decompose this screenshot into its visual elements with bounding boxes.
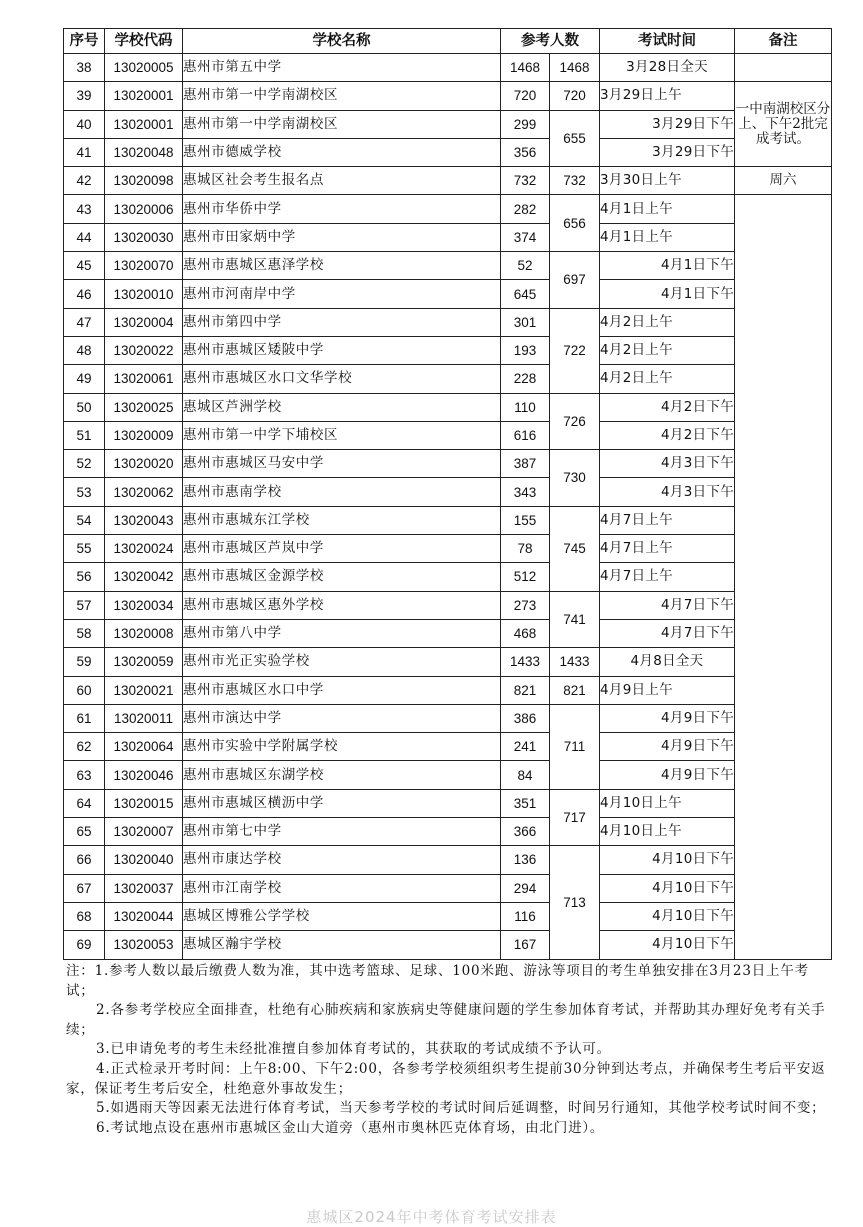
participant-count: 386 bbox=[501, 704, 550, 732]
exam-time: 3月29日下午 bbox=[600, 138, 735, 166]
exam-time: 4月2日下午 bbox=[600, 421, 735, 449]
exam-time: 4月10日下午 bbox=[600, 846, 735, 874]
participant-count: 282 bbox=[501, 195, 550, 223]
school-name: 惠城区芦洲学校 bbox=[183, 393, 501, 421]
group-total: 713 bbox=[550, 846, 600, 959]
school-code: 13020015 bbox=[105, 789, 183, 817]
school-code: 13020048 bbox=[105, 138, 183, 166]
school-code: 13020030 bbox=[105, 223, 183, 251]
school-name: 惠州市第四中学 bbox=[183, 308, 501, 336]
school-code: 13020020 bbox=[105, 450, 183, 478]
table-row bbox=[64, 336, 832, 364]
table-row bbox=[64, 421, 832, 449]
school-name: 惠州市惠城区惠外学校 bbox=[183, 591, 501, 619]
table-row bbox=[64, 478, 832, 506]
note-6: 6.考试地点设在惠州市惠城区金山大道旁（惠州市奥林匹克体育场，由北门进）。 bbox=[96, 1119, 605, 1136]
school-name: 惠州市德威学校 bbox=[183, 138, 501, 166]
row-number: 58 bbox=[64, 619, 105, 647]
table-row bbox=[64, 223, 832, 251]
school-code: 13020010 bbox=[105, 280, 183, 308]
row-number: 44 bbox=[64, 223, 105, 251]
header-count: 参考人数 bbox=[501, 29, 600, 54]
school-name: 惠州市第七中学 bbox=[183, 818, 501, 846]
school-name: 惠州市第一中学南湖校区 bbox=[183, 82, 501, 110]
remark-cell: 周六 bbox=[735, 167, 832, 195]
exam-time: 4月10日上午 bbox=[600, 789, 735, 817]
table-row bbox=[64, 54, 832, 82]
exam-time: 4月9日上午 bbox=[600, 676, 735, 704]
exam-time: 3月29日上午 bbox=[600, 82, 735, 110]
school-name: 惠州市演达中学 bbox=[183, 704, 501, 732]
exam-time: 4月7日下午 bbox=[600, 619, 735, 647]
exam-time: 4月7日下午 bbox=[600, 591, 735, 619]
school-name: 惠州市惠城区矮陂中学 bbox=[183, 336, 501, 364]
school-code: 13020024 bbox=[105, 535, 183, 563]
notes-section bbox=[66, 962, 828, 1138]
participant-count: 136 bbox=[501, 846, 550, 874]
participant-count: 351 bbox=[501, 789, 550, 817]
school-code: 13020022 bbox=[105, 336, 183, 364]
group-total: 697 bbox=[550, 252, 600, 309]
row-number: 54 bbox=[64, 506, 105, 534]
school-name: 惠州市江南学校 bbox=[183, 874, 501, 902]
school-name: 惠州市田家炳中学 bbox=[183, 223, 501, 251]
participant-count: 155 bbox=[501, 506, 550, 534]
row-number: 43 bbox=[64, 195, 105, 223]
row-number: 49 bbox=[64, 365, 105, 393]
participant-count: 110 bbox=[501, 393, 550, 421]
participant-count: 374 bbox=[501, 223, 550, 251]
participant-count: 116 bbox=[501, 902, 550, 930]
school-code: 13020062 bbox=[105, 478, 183, 506]
participant-count: 645 bbox=[501, 280, 550, 308]
table-row bbox=[64, 733, 832, 761]
school-name: 惠州市惠城区惠泽学校 bbox=[183, 252, 501, 280]
row-number: 38 bbox=[64, 54, 105, 82]
group-total: 720 bbox=[550, 82, 600, 110]
participant-count: 301 bbox=[501, 308, 550, 336]
school-code: 13020040 bbox=[105, 846, 183, 874]
exam-time: 3月29日下午 bbox=[600, 110, 735, 138]
table-row bbox=[64, 704, 832, 732]
table-row bbox=[64, 619, 832, 647]
table-row bbox=[64, 252, 832, 280]
table-row bbox=[64, 931, 832, 959]
school-code: 13020009 bbox=[105, 421, 183, 449]
row-number: 48 bbox=[64, 336, 105, 364]
group-total: 1468 bbox=[550, 54, 600, 82]
row-number: 57 bbox=[64, 591, 105, 619]
row-number: 46 bbox=[64, 280, 105, 308]
note-5: 5.如遇雨天等因素无法进行体育考试，当天参考学校的考试时间后延调整，时间另行通知，其他学校考试时间不变； bbox=[96, 1100, 826, 1117]
remark-cell bbox=[735, 195, 832, 959]
exam-time: 4月9日下午 bbox=[600, 704, 735, 732]
header-note: 备注 bbox=[735, 29, 832, 54]
header-no: 序号 bbox=[64, 29, 105, 54]
row-number: 40 bbox=[64, 110, 105, 138]
group-total: 726 bbox=[550, 393, 600, 450]
school-name: 惠州市惠城区水口中学 bbox=[183, 676, 501, 704]
participant-count: 616 bbox=[501, 421, 550, 449]
table-row bbox=[64, 535, 832, 563]
school-code: 13020053 bbox=[105, 931, 183, 959]
participant-count: 343 bbox=[501, 478, 550, 506]
school-name: 惠州市惠南学校 bbox=[183, 478, 501, 506]
school-code: 13020025 bbox=[105, 393, 183, 421]
participant-count: 273 bbox=[501, 591, 550, 619]
school-code: 13020005 bbox=[105, 54, 183, 82]
group-total: 711 bbox=[550, 704, 600, 789]
table-row bbox=[64, 450, 832, 478]
table-body bbox=[64, 54, 832, 960]
school-code: 13020070 bbox=[105, 252, 183, 280]
row-number: 42 bbox=[64, 167, 105, 195]
school-code: 13020037 bbox=[105, 874, 183, 902]
school-code: 13020059 bbox=[105, 648, 183, 676]
school-name: 惠州市第一中学下埔校区 bbox=[183, 421, 501, 449]
row-number: 65 bbox=[64, 818, 105, 846]
row-number: 59 bbox=[64, 648, 105, 676]
note-2: 2.各参考学校应全面排查，杜绝有心肺疾病和家族病史等健康问题的学生参加体育考试，并帮助其办理好免考有关手续； bbox=[66, 1002, 826, 1038]
exam-time: 4月8日全天 bbox=[600, 648, 735, 676]
table-row bbox=[64, 846, 832, 874]
row-number: 41 bbox=[64, 138, 105, 166]
row-number: 60 bbox=[64, 676, 105, 704]
participant-count: 84 bbox=[501, 761, 550, 789]
school-name: 惠州市惠城区金源学校 bbox=[183, 563, 501, 591]
table-row bbox=[64, 902, 832, 930]
exam-time: 4月2日上午 bbox=[600, 308, 735, 336]
participant-count: 468 bbox=[501, 619, 550, 647]
table-row bbox=[64, 308, 832, 336]
exam-time: 4月9日下午 bbox=[600, 761, 735, 789]
exam-time: 4月7日上午 bbox=[600, 506, 735, 534]
school-code: 13020001 bbox=[105, 110, 183, 138]
school-name: 惠州市惠城区横沥中学 bbox=[183, 789, 501, 817]
table-row bbox=[64, 506, 832, 534]
table-header-row bbox=[64, 29, 832, 54]
table-row bbox=[64, 110, 832, 138]
row-number: 69 bbox=[64, 931, 105, 959]
row-number: 67 bbox=[64, 874, 105, 902]
group-total: 821 bbox=[550, 676, 600, 704]
table-row bbox=[64, 874, 832, 902]
exam-time: 4月10日下午 bbox=[600, 902, 735, 930]
school-name: 惠州市惠城区芦岚中学 bbox=[183, 535, 501, 563]
participant-count: 732 bbox=[501, 167, 550, 195]
school-code: 13020064 bbox=[105, 733, 183, 761]
participant-count: 387 bbox=[501, 450, 550, 478]
participant-count: 1468 bbox=[501, 54, 550, 82]
school-code: 13020043 bbox=[105, 506, 183, 534]
exam-time: 4月2日下午 bbox=[600, 393, 735, 421]
participant-count: 720 bbox=[501, 82, 550, 110]
table-row bbox=[64, 818, 832, 846]
row-number: 55 bbox=[64, 535, 105, 563]
school-name: 惠城区社会考生报名点 bbox=[183, 167, 501, 195]
remark-cell bbox=[735, 54, 832, 82]
exam-time: 4月2日上午 bbox=[600, 365, 735, 393]
note-4: 4.正式检录开考时间：上午8:00、下午2:00，各参考学校须组织考生提前30分钟到达考点，并确保考生考后平安返家，保证考生考后安全，杜绝意外事故发生； bbox=[66, 1060, 826, 1097]
participant-count: 241 bbox=[501, 733, 550, 761]
participant-count: 512 bbox=[501, 563, 550, 591]
participant-count: 78 bbox=[501, 535, 550, 563]
table-row bbox=[64, 280, 832, 308]
school-name: 惠州市光正实验学校 bbox=[183, 648, 501, 676]
participant-count: 821 bbox=[501, 676, 550, 704]
row-number: 66 bbox=[64, 846, 105, 874]
row-number: 47 bbox=[64, 308, 105, 336]
row-number: 61 bbox=[64, 704, 105, 732]
exam-time: 4月1日上午 bbox=[600, 195, 735, 223]
group-total: 655 bbox=[550, 110, 600, 167]
participant-count: 167 bbox=[501, 931, 550, 959]
row-number: 56 bbox=[64, 563, 105, 591]
table-row bbox=[64, 789, 832, 817]
school-name: 惠州市惠城区东湖学校 bbox=[183, 761, 501, 789]
row-number: 53 bbox=[64, 478, 105, 506]
group-total: 732 bbox=[550, 167, 600, 195]
footer-caption: 惠城区2024年中考体育考试安排表 bbox=[306, 1208, 557, 1226]
table-row bbox=[64, 591, 832, 619]
school-code: 13020034 bbox=[105, 591, 183, 619]
school-name: 惠州市惠城区水口文华学校 bbox=[183, 365, 501, 393]
group-total: 741 bbox=[550, 591, 600, 648]
exam-time: 3月28日全天 bbox=[600, 54, 735, 82]
row-number: 45 bbox=[64, 252, 105, 280]
row-number: 52 bbox=[64, 450, 105, 478]
row-number: 63 bbox=[64, 761, 105, 789]
table-row bbox=[64, 676, 832, 704]
table-row bbox=[64, 138, 832, 166]
exam-time: 4月3日下午 bbox=[600, 450, 735, 478]
exam-time: 4月1日上午 bbox=[600, 223, 735, 251]
exam-time: 4月10日上午 bbox=[600, 818, 735, 846]
school-name: 惠州市河南岸中学 bbox=[183, 280, 501, 308]
group-total: 722 bbox=[550, 308, 600, 393]
row-number: 50 bbox=[64, 393, 105, 421]
school-name: 惠州市第八中学 bbox=[183, 619, 501, 647]
row-number: 64 bbox=[64, 789, 105, 817]
participant-count: 1433 bbox=[501, 648, 550, 676]
participant-count: 193 bbox=[501, 336, 550, 364]
school-name: 惠州市惠城区马安中学 bbox=[183, 450, 501, 478]
school-code: 13020006 bbox=[105, 195, 183, 223]
table-row bbox=[64, 648, 832, 676]
school-code: 13020001 bbox=[105, 82, 183, 110]
table-row bbox=[64, 563, 832, 591]
exam-time: 4月10日下午 bbox=[600, 874, 735, 902]
school-name: 惠州市康达学校 bbox=[183, 846, 501, 874]
row-number: 68 bbox=[64, 902, 105, 930]
school-code: 13020008 bbox=[105, 619, 183, 647]
table-row bbox=[64, 393, 832, 421]
table-row bbox=[64, 82, 832, 110]
table-row bbox=[64, 195, 832, 223]
exam-time: 4月9日下午 bbox=[600, 733, 735, 761]
row-number: 39 bbox=[64, 82, 105, 110]
school-name: 惠城区瀚宇学校 bbox=[183, 931, 501, 959]
note-1: 注：1.参考人数以最后缴费人数为准，其中选考篮球、足球、100米跑、游泳等项目的考生单独安排在3月23日上午考试； bbox=[66, 963, 809, 999]
exam-time: 4月1日下午 bbox=[600, 252, 735, 280]
participant-count: 52 bbox=[501, 252, 550, 280]
exam-time: 4月7日上午 bbox=[600, 535, 735, 563]
header-time: 考试时间 bbox=[600, 29, 735, 54]
participant-count: 299 bbox=[501, 110, 550, 138]
school-code: 13020042 bbox=[105, 563, 183, 591]
participant-count: 366 bbox=[501, 818, 550, 846]
header-name: 学校名称 bbox=[183, 29, 501, 54]
exam-time: 4月1日下午 bbox=[600, 280, 735, 308]
row-number: 62 bbox=[64, 733, 105, 761]
remark-cell: 一中南湖校区分上、下午2批完成考试。 bbox=[735, 82, 832, 167]
exam-time: 3月30日上午 bbox=[600, 167, 735, 195]
participant-count: 294 bbox=[501, 874, 550, 902]
exam-time: 4月7日上午 bbox=[600, 563, 735, 591]
school-code: 13020021 bbox=[105, 676, 183, 704]
school-code: 13020011 bbox=[105, 704, 183, 732]
participant-count: 356 bbox=[501, 138, 550, 166]
table-row bbox=[64, 167, 832, 195]
note-3: 3.已申请免考的考生未经批准擅自参加体育考试的，其获取的考试成绩不予认可。 bbox=[96, 1041, 611, 1058]
exam-time: 4月3日下午 bbox=[600, 478, 735, 506]
school-code: 13020098 bbox=[105, 167, 183, 195]
header-code: 学校代码 bbox=[105, 29, 183, 54]
group-total: 745 bbox=[550, 506, 600, 591]
participant-count: 228 bbox=[501, 365, 550, 393]
exam-time: 4月2日上午 bbox=[600, 336, 735, 364]
exam-time: 4月10日下午 bbox=[600, 931, 735, 959]
school-code: 13020061 bbox=[105, 365, 183, 393]
school-name: 惠州市惠城东江学校 bbox=[183, 506, 501, 534]
school-name: 惠城区博雅公学学校 bbox=[183, 902, 501, 930]
school-name: 惠州市第五中学 bbox=[183, 54, 501, 82]
group-total: 656 bbox=[550, 195, 600, 252]
group-total: 1433 bbox=[550, 648, 600, 676]
school-name: 惠州市实验中学附属学校 bbox=[183, 733, 501, 761]
table-row bbox=[64, 761, 832, 789]
school-name: 惠州市华侨中学 bbox=[183, 195, 501, 223]
group-total: 717 bbox=[550, 789, 600, 846]
group-total: 730 bbox=[550, 450, 600, 507]
school-code: 13020046 bbox=[105, 761, 183, 789]
school-code: 13020004 bbox=[105, 308, 183, 336]
school-code: 13020044 bbox=[105, 902, 183, 930]
school-name: 惠州市第一中学南湖校区 bbox=[183, 110, 501, 138]
exam-schedule-table bbox=[63, 28, 832, 960]
table-row bbox=[64, 365, 832, 393]
school-code: 13020007 bbox=[105, 818, 183, 846]
row-number: 51 bbox=[64, 421, 105, 449]
